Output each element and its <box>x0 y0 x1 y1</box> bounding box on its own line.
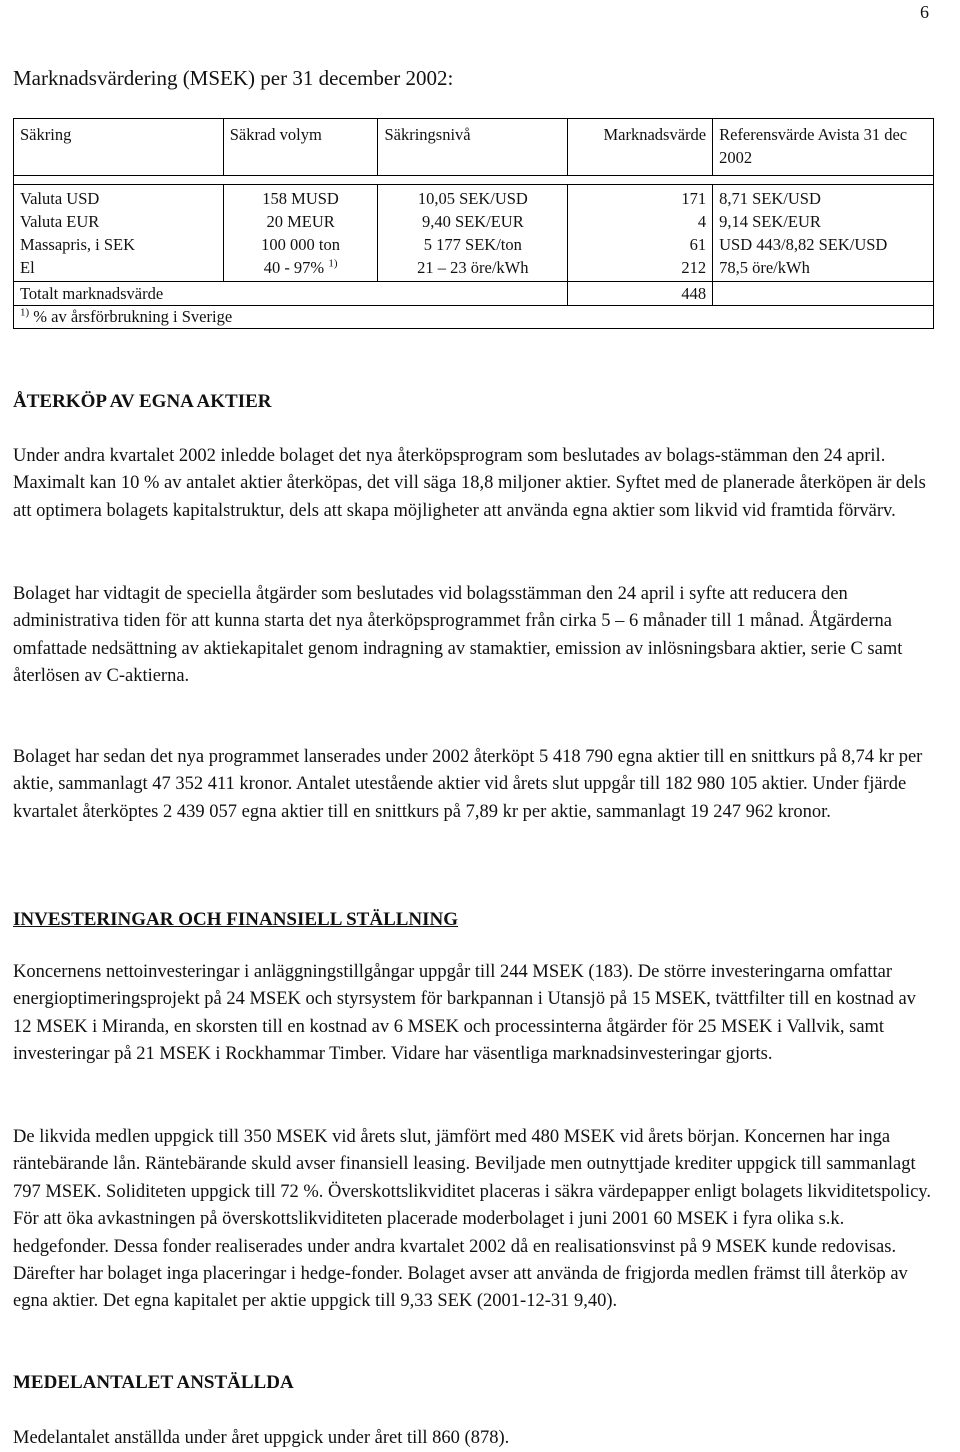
cell-volym: 158 MUSD 20 MEUR 100 000 ton 40 - 97% $^{1)}$ <box>223 185 378 282</box>
cell-varde: 171 4 61 212 <box>568 185 713 282</box>
cell-sakring: Valuta USD Valuta EUR Massapris, i SEK El <box>14 185 224 282</box>
hedging-table <box>13 118 934 329</box>
total-value: 448 <box>568 282 713 306</box>
total-row <box>14 282 934 306</box>
footnote: $^{1)}$ % av årsförbrukning i Sverige <box>14 306 934 329</box>
header-sakringsniva: Säkringsnivå <box>378 119 568 176</box>
footnote-ref: 1) <box>328 257 338 270</box>
header-sakring: Säkring <box>14 119 224 176</box>
header-referensvarde: Referensvärde Avista 31 dec 2002 <box>713 119 934 176</box>
document-title: Marknadsvärdering (MSEK) per 31 december 2002: <box>13 66 454 90</box>
cell-niva: 10,05 SEK/USD 9,40 SEK/EUR 5 177 SEK/ton 21 – 23 öre/kWh <box>378 185 568 282</box>
paragraph-investments-2: De likvida medlen uppgick till 350 MSEK vid årets slut, jämfört med 480 MSEK vid årets början. Koncernen har inga räntebärande lån. Räntebärande skuld avser finansiell leasing. Beviljade men outnyttjade krediter uppgick till sammanlagt 797 MSEK. Soliditeten uppgick till 72 %. Överskottslikviditet placeras i säkra värdepapper enligt bolagets likviditetspolicy. För att öka avkastningen på överskottslikviditeten placerade moderbolaget i juni 2001 60 MSEK i fyra olika s.k. hedgefonder. Dessa fonder realiserades under andra kvartalet 2002 då en realisationsvinst på 9 MSEK kunde redovisas. Därefter har bolaget inga placeringar i hedge-fonder. Bolaget avser att använda de frigjorda medlen främst till återköp av egna aktier. Det egna kapitalet per aktie uppgick till 9,33 SEK (2001-12-31 9,40). <box>13 1127 931 1312</box>
paragraph-buyback-2: Bolaget har vidtagit de speciella åtgärder som beslutades vid bolagsstämman den 24 april i syfte att reducera den administrativa tiden för att kunna starta det nya återköpsprogrammet från cirka 5 – 6 månader till 1 månad. Åtgärderna omfattade nedsättning av aktiekapitalet genom indragning av stamaktier, emission av inlösningsbara aktier, serie C samt återlösen av C-aktierna. <box>13 584 903 687</box>
paragraph-staff: Medelantalet anställda under året uppgick under året till 860 (878). <box>13 1428 510 1448</box>
total-label: Totalt marknadsvärde <box>14 282 568 306</box>
paragraph-investments-1: Koncernens nettoinvesteringar i anläggningstillgångar uppgår till 244 MSEK (183). De större investeringarna omfattar energioptimeringsprojekt på 24 MSEK och styrsystem för barkpannan i Utansjö på 15 MSEK, tvättfilter till en kostnad av 12 MSEK i Miranda, en skorsten till en kostnad av 6 MSEK och processinterna åtgärder för 25 MSEK i Vallvik, samt investeringar på 21 MSEK i Rockhammar Timber. Vidare har väsentliga marknadsinvesteringar gjorts. <box>13 962 916 1065</box>
section-heading-buyback: ÅTERKÖP AV EGNA AKTIER <box>13 391 272 412</box>
footnote-row <box>14 306 934 329</box>
page-number: 6 <box>920 2 929 22</box>
table-header-row <box>14 119 934 176</box>
paragraph-buyback-1: Under andra kvartalet 2002 inledde bolaget det nya återköpsprogram som beslutades av bolags-stämman den 24 april. Maximalt kan 10 % av antalet aktier återköpas, det vill säga 18,8 miljoner aktier. Syftet med de planerade återköpen är dels att optimera bolagets kapitalstruktur, dels att skapa möjligheter att använda egna aktier som likvid vid framtida förvärv. <box>13 446 926 521</box>
cell-referens: 8,71 SEK/USD 9,14 SEK/EUR USD 443/8,82 SEK/USD 78,5 öre/kWh <box>713 185 934 282</box>
paragraph-buyback-3: Bolaget har sedan det nya programmet lanserades under 2002 återköpt 5 418 790 egna aktier till en snittkurs på 8,74 kr per aktie, sammanlagt 47 352 411 kronor. Antalet utestående aktier vid årets slut uppgår till 182 980 105 aktier. Under fjärde kvartalet återköptes 2 439 057 egna aktier till en snittkurs på 7,89 kr per aktie, sammanlagt 19 247 962 kronor. <box>13 747 923 822</box>
header-sakrad-volym: Säkrad volym <box>223 119 378 176</box>
section-heading-staff: MEDELANTALET ANSTÄLLDA <box>13 1372 294 1393</box>
section-heading-investments: INVESTERINGAR OCH FINANSIELL STÄLLNING <box>13 909 459 930</box>
header-marknadsvarde: Marknadsvärde <box>568 119 713 176</box>
table-row <box>14 185 934 282</box>
